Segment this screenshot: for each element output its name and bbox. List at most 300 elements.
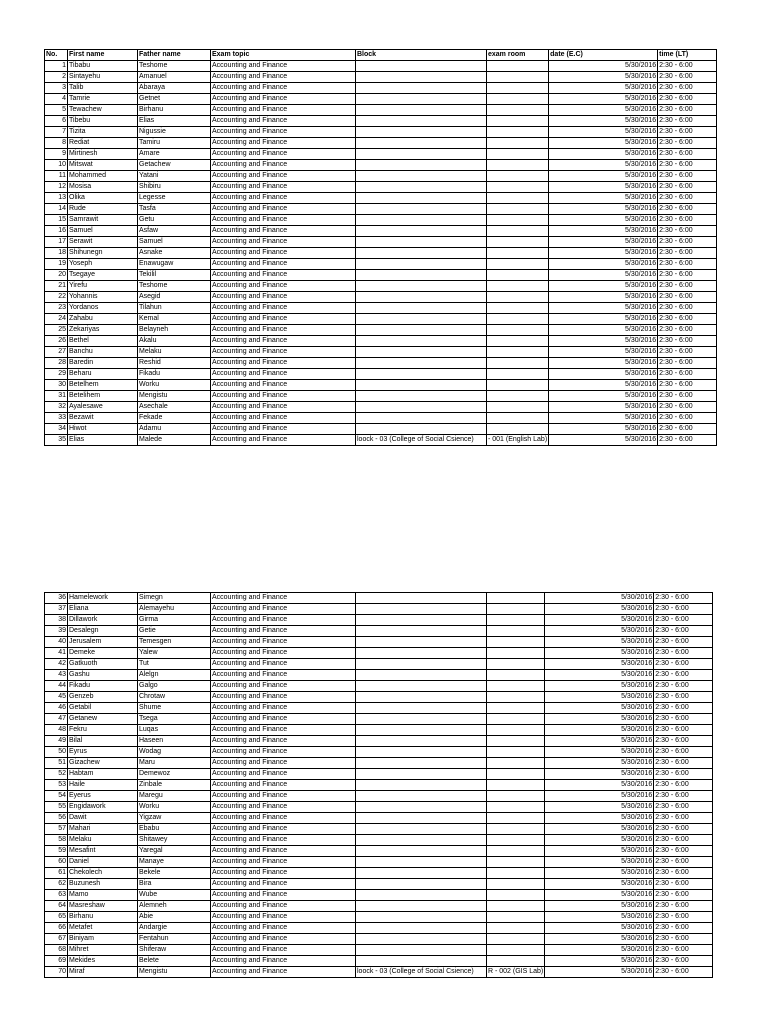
time-cell: 2:30 - 6:00 bbox=[658, 391, 717, 402]
father-name-cell: Melaku bbox=[138, 347, 211, 358]
time-cell: 2:30 - 6:00 bbox=[654, 802, 713, 813]
father-name-cell: Nigussie bbox=[138, 127, 211, 138]
row-number: 32 bbox=[45, 402, 68, 413]
row-number: 65 bbox=[45, 912, 68, 923]
block-cell bbox=[356, 336, 487, 347]
block-cell bbox=[356, 791, 487, 802]
block-cell bbox=[356, 692, 487, 703]
table-row bbox=[45, 424, 717, 435]
table-row bbox=[45, 281, 717, 292]
col-header-first-name: First name bbox=[68, 50, 138, 61]
exam-topic-cell: Accounting and Finance bbox=[211, 758, 356, 769]
father-name-cell: Fekade bbox=[138, 413, 211, 424]
father-name-cell: Getu bbox=[138, 215, 211, 226]
row-number: 60 bbox=[45, 857, 68, 868]
col-header-no: No. bbox=[45, 50, 68, 61]
father-name-cell: Galgo bbox=[138, 681, 211, 692]
exam-topic-cell: Accounting and Finance bbox=[211, 879, 356, 890]
row-number: 4 bbox=[45, 94, 68, 105]
time-cell: 2:30 - 6:00 bbox=[654, 637, 713, 648]
first-name-cell: Fikadu bbox=[68, 681, 138, 692]
date-cell: 5/30/2016 bbox=[549, 215, 658, 226]
father-name-cell: Simegn bbox=[138, 593, 211, 604]
row-number: 40 bbox=[45, 637, 68, 648]
table-row bbox=[45, 72, 717, 83]
date-cell: 5/30/2016 bbox=[549, 248, 658, 259]
exam-topic-cell: Accounting and Finance bbox=[211, 791, 356, 802]
exam-topic-cell: Accounting and Finance bbox=[211, 303, 356, 314]
exam-topic-cell: Accounting and Finance bbox=[211, 967, 356, 978]
first-name-cell: Yoseph bbox=[68, 259, 138, 270]
exam-topic-cell: Accounting and Finance bbox=[211, 593, 356, 604]
row-number: 2 bbox=[45, 72, 68, 83]
exam-topic-cell: Accounting and Finance bbox=[211, 413, 356, 424]
exam-topic-cell: Accounting and Finance bbox=[211, 802, 356, 813]
exam-topic-cell: Accounting and Finance bbox=[211, 259, 356, 270]
block-cell bbox=[356, 226, 487, 237]
block-cell bbox=[356, 127, 487, 138]
row-number: 24 bbox=[45, 314, 68, 325]
first-name-cell: Bethel bbox=[68, 336, 138, 347]
block-cell bbox=[356, 846, 487, 857]
first-name-cell: Elias bbox=[68, 435, 138, 446]
block-cell bbox=[356, 303, 487, 314]
exam-topic-cell: Accounting and Finance bbox=[211, 149, 356, 160]
date-cell: 5/30/2016 bbox=[545, 802, 654, 813]
table-row bbox=[45, 94, 717, 105]
exam-topic-cell: Accounting and Finance bbox=[211, 626, 356, 637]
date-cell: 5/30/2016 bbox=[545, 725, 654, 736]
father-name-cell: Shume bbox=[138, 703, 211, 714]
exam-room-cell bbox=[487, 648, 545, 659]
exam-room-cell bbox=[487, 945, 545, 956]
time-cell: 2:30 - 6:00 bbox=[654, 593, 713, 604]
exam-topic-cell: Accounting and Finance bbox=[211, 725, 356, 736]
time-cell: 2:30 - 6:00 bbox=[658, 270, 717, 281]
father-name-cell: Asnake bbox=[138, 248, 211, 259]
exam-room-cell bbox=[487, 402, 549, 413]
exam-room-cell bbox=[487, 692, 545, 703]
time-cell: 2:30 - 6:00 bbox=[658, 171, 717, 182]
block-cell bbox=[356, 714, 487, 725]
time-cell: 2:30 - 6:00 bbox=[654, 868, 713, 879]
row-number: 21 bbox=[45, 281, 68, 292]
exam-room-cell bbox=[487, 857, 545, 868]
exam-room-cell bbox=[487, 703, 545, 714]
block-cell bbox=[356, 215, 487, 226]
date-cell: 5/30/2016 bbox=[545, 912, 654, 923]
exam-room-cell bbox=[487, 160, 549, 171]
first-name-cell: Mamo bbox=[68, 890, 138, 901]
father-name-cell: Teshome bbox=[138, 281, 211, 292]
exam-room-cell bbox=[487, 802, 545, 813]
date-cell: 5/30/2016 bbox=[545, 846, 654, 857]
exam-room-cell bbox=[487, 868, 545, 879]
time-cell: 2:30 - 6:00 bbox=[658, 138, 717, 149]
exam-room-cell bbox=[487, 626, 545, 637]
first-name-cell: Jerusalem bbox=[68, 637, 138, 648]
row-number: 20 bbox=[45, 270, 68, 281]
table-row bbox=[45, 604, 713, 615]
first-name-cell: Biniyam bbox=[68, 934, 138, 945]
exam-topic-cell: Accounting and Finance bbox=[211, 391, 356, 402]
father-name-cell: Shiferaw bbox=[138, 945, 211, 956]
block-cell bbox=[356, 604, 487, 615]
row-number: 47 bbox=[45, 714, 68, 725]
time-cell: 2:30 - 6:00 bbox=[654, 835, 713, 846]
date-cell: 5/30/2016 bbox=[549, 281, 658, 292]
father-name-cell: Belete bbox=[138, 956, 211, 967]
exam-topic-cell: Accounting and Finance bbox=[211, 835, 356, 846]
date-cell: 5/30/2016 bbox=[549, 61, 658, 72]
time-cell: 2:30 - 6:00 bbox=[654, 934, 713, 945]
time-cell: 2:30 - 6:00 bbox=[658, 336, 717, 347]
block-cell: loock - 03 (College of Social Csience) bbox=[356, 435, 487, 446]
time-cell: 2:30 - 6:00 bbox=[658, 424, 717, 435]
father-name-cell: Worku bbox=[138, 380, 211, 391]
time-cell: 2:30 - 6:00 bbox=[658, 215, 717, 226]
block-cell bbox=[356, 934, 487, 945]
row-number: 10 bbox=[45, 160, 68, 171]
table-row bbox=[45, 703, 713, 714]
row-number: 49 bbox=[45, 736, 68, 747]
block-cell bbox=[356, 912, 487, 923]
table-row bbox=[45, 380, 717, 391]
exam-room-cell bbox=[487, 956, 545, 967]
exam-room-cell bbox=[487, 424, 549, 435]
first-name-cell: Eyerus bbox=[68, 791, 138, 802]
time-cell: 2:30 - 6:00 bbox=[658, 204, 717, 215]
time-cell: 2:30 - 6:00 bbox=[658, 259, 717, 270]
exam-room-cell bbox=[487, 83, 549, 94]
exam-room-cell bbox=[487, 681, 545, 692]
table-row bbox=[45, 336, 717, 347]
time-cell: 2:30 - 6:00 bbox=[654, 923, 713, 934]
table-row bbox=[45, 292, 717, 303]
row-number: 57 bbox=[45, 824, 68, 835]
exam-room-cell bbox=[487, 923, 545, 934]
exam-topic-cell: Accounting and Finance bbox=[211, 127, 356, 138]
exam-room-cell bbox=[487, 934, 545, 945]
first-name-cell: Hiwot bbox=[68, 424, 138, 435]
block-cell bbox=[356, 391, 487, 402]
block-cell bbox=[356, 193, 487, 204]
exam-room-cell bbox=[487, 725, 545, 736]
time-cell: 2:30 - 6:00 bbox=[658, 292, 717, 303]
table-row bbox=[45, 402, 717, 413]
block-cell bbox=[356, 824, 487, 835]
exam-room-cell bbox=[487, 659, 545, 670]
time-cell: 2:30 - 6:00 bbox=[654, 901, 713, 912]
date-cell: 5/30/2016 bbox=[545, 780, 654, 791]
date-cell: 5/30/2016 bbox=[545, 890, 654, 901]
exam-room-cell bbox=[487, 182, 549, 193]
exam-topic-cell: Accounting and Finance bbox=[211, 857, 356, 868]
time-cell: 2:30 - 6:00 bbox=[658, 281, 717, 292]
father-name-cell: Elias bbox=[138, 116, 211, 127]
exam-schedule-table-1 bbox=[44, 49, 717, 446]
block-cell bbox=[356, 72, 487, 83]
exam-topic-cell: Accounting and Finance bbox=[211, 714, 356, 725]
block-cell bbox=[356, 637, 487, 648]
table-row bbox=[45, 780, 713, 791]
exam-topic-cell: Accounting and Finance bbox=[211, 615, 356, 626]
block-cell bbox=[356, 380, 487, 391]
table-row bbox=[45, 248, 717, 259]
date-cell: 5/30/2016 bbox=[545, 681, 654, 692]
date-cell: 5/30/2016 bbox=[549, 182, 658, 193]
time-cell: 2:30 - 6:00 bbox=[654, 879, 713, 890]
date-cell: 5/30/2016 bbox=[549, 391, 658, 402]
exam-topic-cell: Accounting and Finance bbox=[211, 116, 356, 127]
row-number: 67 bbox=[45, 934, 68, 945]
table-row bbox=[45, 802, 713, 813]
first-name-cell: Shihunegn bbox=[68, 248, 138, 259]
date-cell: 5/30/2016 bbox=[545, 901, 654, 912]
table-row bbox=[45, 358, 717, 369]
father-name-cell: Fikadu bbox=[138, 369, 211, 380]
exam-room-cell bbox=[487, 259, 549, 270]
exam-topic-cell: Accounting and Finance bbox=[211, 160, 356, 171]
time-cell: 2:30 - 6:00 bbox=[654, 912, 713, 923]
row-number: 27 bbox=[45, 347, 68, 358]
father-name-cell: Alemneh bbox=[138, 901, 211, 912]
row-number: 3 bbox=[45, 83, 68, 94]
row-number: 45 bbox=[45, 692, 68, 703]
exam-topic-cell: Accounting and Finance bbox=[211, 923, 356, 934]
row-number: 30 bbox=[45, 380, 68, 391]
block-cell bbox=[356, 615, 487, 626]
time-cell: 2:30 - 6:00 bbox=[654, 648, 713, 659]
col-header-father-name: Father name bbox=[138, 50, 211, 61]
father-name-cell: Amanuel bbox=[138, 72, 211, 83]
exam-room-cell bbox=[487, 369, 549, 380]
first-name-cell: Masreshaw bbox=[68, 901, 138, 912]
table-row bbox=[45, 846, 713, 857]
table-row bbox=[45, 648, 713, 659]
first-name-cell: Olika bbox=[68, 193, 138, 204]
time-cell: 2:30 - 6:00 bbox=[658, 325, 717, 336]
time-cell: 2:30 - 6:00 bbox=[654, 758, 713, 769]
father-name-cell: Temesgen bbox=[138, 637, 211, 648]
first-name-cell: Mesafint bbox=[68, 846, 138, 857]
date-cell: 5/30/2016 bbox=[545, 923, 654, 934]
table-row bbox=[45, 626, 713, 637]
row-number: 8 bbox=[45, 138, 68, 149]
first-name-cell: Dillawork bbox=[68, 615, 138, 626]
exam-topic-cell: Accounting and Finance bbox=[211, 648, 356, 659]
exam-topic-cell: Accounting and Finance bbox=[211, 369, 356, 380]
first-name-cell: Demeke bbox=[68, 648, 138, 659]
exam-topic-cell: Accounting and Finance bbox=[211, 380, 356, 391]
exam-room-cell bbox=[487, 105, 549, 116]
first-name-cell: Dawit bbox=[68, 813, 138, 824]
father-name-cell: Ebabu bbox=[138, 824, 211, 835]
row-number: 63 bbox=[45, 890, 68, 901]
table-row bbox=[45, 923, 713, 934]
exam-room-cell bbox=[487, 670, 545, 681]
exam-room-cell bbox=[487, 912, 545, 923]
row-number: 29 bbox=[45, 369, 68, 380]
table-row bbox=[45, 160, 717, 171]
col-header-block: Block bbox=[356, 50, 487, 61]
exam-room-cell bbox=[487, 314, 549, 325]
table-row bbox=[45, 435, 717, 446]
exam-room-cell bbox=[487, 879, 545, 890]
first-name-cell: Samuel bbox=[68, 226, 138, 237]
exam-room-cell bbox=[487, 215, 549, 226]
father-name-cell: Tasfa bbox=[138, 204, 211, 215]
first-name-cell: Fekru bbox=[68, 725, 138, 736]
block-cell bbox=[356, 670, 487, 681]
date-cell: 5/30/2016 bbox=[549, 402, 658, 413]
row-number: 39 bbox=[45, 626, 68, 637]
exam-room-cell bbox=[487, 824, 545, 835]
father-name-cell: Abaraya bbox=[138, 83, 211, 94]
block-cell bbox=[356, 94, 487, 105]
exam-room-cell bbox=[487, 890, 545, 901]
block-cell bbox=[356, 835, 487, 846]
table-row bbox=[45, 714, 713, 725]
row-number: 44 bbox=[45, 681, 68, 692]
block-cell bbox=[356, 204, 487, 215]
father-name-cell: Wodag bbox=[138, 747, 211, 758]
exam-room-cell bbox=[487, 193, 549, 204]
exam-schedule-table-2 bbox=[44, 592, 713, 978]
exam-topic-cell: Accounting and Finance bbox=[211, 769, 356, 780]
father-name-cell: Shitawey bbox=[138, 835, 211, 846]
father-name-cell: Mengistu bbox=[138, 967, 211, 978]
date-cell: 5/30/2016 bbox=[549, 204, 658, 215]
row-number: 62 bbox=[45, 879, 68, 890]
first-name-cell: Mekides bbox=[68, 956, 138, 967]
table-row bbox=[45, 615, 713, 626]
row-number: 50 bbox=[45, 747, 68, 758]
block-cell bbox=[356, 659, 487, 670]
time-cell: 2:30 - 6:00 bbox=[654, 703, 713, 714]
father-name-cell: Asfaw bbox=[138, 226, 211, 237]
father-name-cell: Alemayehu bbox=[138, 604, 211, 615]
exam-topic-cell: Accounting and Finance bbox=[211, 670, 356, 681]
block-cell bbox=[356, 648, 487, 659]
date-cell: 5/30/2016 bbox=[545, 736, 654, 747]
table-row bbox=[45, 868, 713, 879]
block-cell bbox=[356, 160, 487, 171]
table-row bbox=[45, 813, 713, 824]
exam-topic-cell: Accounting and Finance bbox=[211, 325, 356, 336]
block-cell bbox=[356, 747, 487, 758]
row-number: 33 bbox=[45, 413, 68, 424]
block-cell bbox=[356, 105, 487, 116]
exam-room-cell: - 001 (English Lab) bbox=[487, 435, 549, 446]
exam-room-cell bbox=[487, 714, 545, 725]
time-cell: 2:30 - 6:00 bbox=[658, 83, 717, 94]
block-cell bbox=[356, 780, 487, 791]
table-row bbox=[45, 681, 713, 692]
date-cell: 5/30/2016 bbox=[545, 692, 654, 703]
father-name-cell: Bekele bbox=[138, 868, 211, 879]
time-cell: 2:30 - 6:00 bbox=[658, 303, 717, 314]
exam-topic-cell: Accounting and Finance bbox=[211, 912, 356, 923]
row-number: 56 bbox=[45, 813, 68, 824]
table-row bbox=[45, 369, 717, 380]
table-row bbox=[45, 303, 717, 314]
block-cell bbox=[356, 956, 487, 967]
date-cell: 5/30/2016 bbox=[549, 435, 658, 446]
date-cell: 5/30/2016 bbox=[549, 237, 658, 248]
block-cell bbox=[356, 292, 487, 303]
father-name-cell: Amare bbox=[138, 149, 211, 160]
first-name-cell: Metafet bbox=[68, 923, 138, 934]
date-cell: 5/30/2016 bbox=[545, 703, 654, 714]
time-cell: 2:30 - 6:00 bbox=[658, 193, 717, 204]
first-name-cell: Hamelework bbox=[68, 593, 138, 604]
row-number: 51 bbox=[45, 758, 68, 769]
first-name-cell: Baredin bbox=[68, 358, 138, 369]
block-cell bbox=[356, 347, 487, 358]
row-number: 1 bbox=[45, 61, 68, 72]
table-row bbox=[45, 725, 713, 736]
exam-room-cell bbox=[487, 758, 545, 769]
row-number: 6 bbox=[45, 116, 68, 127]
exam-topic-cell: Accounting and Finance bbox=[211, 270, 356, 281]
first-name-cell: Betelihem bbox=[68, 391, 138, 402]
time-cell: 2:30 - 6:00 bbox=[654, 890, 713, 901]
row-number: 7 bbox=[45, 127, 68, 138]
row-number: 38 bbox=[45, 615, 68, 626]
father-name-cell: Fentahun bbox=[138, 934, 211, 945]
first-name-cell: Eyrus bbox=[68, 747, 138, 758]
table-row bbox=[45, 593, 713, 604]
time-cell: 2:30 - 6:00 bbox=[658, 358, 717, 369]
time-cell: 2:30 - 6:00 bbox=[658, 380, 717, 391]
date-cell: 5/30/2016 bbox=[545, 615, 654, 626]
row-number: 69 bbox=[45, 956, 68, 967]
table-row bbox=[45, 747, 713, 758]
exam-topic-cell: Accounting and Finance bbox=[211, 435, 356, 446]
table-row bbox=[45, 692, 713, 703]
first-name-cell: Betelhem bbox=[68, 380, 138, 391]
exam-room-cell bbox=[487, 138, 549, 149]
table-row bbox=[45, 956, 713, 967]
row-number: 25 bbox=[45, 325, 68, 336]
block-cell bbox=[356, 237, 487, 248]
time-cell: 2:30 - 6:00 bbox=[658, 237, 717, 248]
row-number: 53 bbox=[45, 780, 68, 791]
exam-topic-cell: Accounting and Finance bbox=[211, 637, 356, 648]
block-cell bbox=[356, 325, 487, 336]
date-cell: 5/30/2016 bbox=[549, 171, 658, 182]
time-cell: 2:30 - 6:00 bbox=[654, 824, 713, 835]
table-row bbox=[45, 193, 717, 204]
block-cell bbox=[356, 758, 487, 769]
time-cell: 2:30 - 6:00 bbox=[654, 857, 713, 868]
father-name-cell: Yalew bbox=[138, 648, 211, 659]
date-cell: 5/30/2016 bbox=[549, 193, 658, 204]
father-name-cell: Samuel bbox=[138, 237, 211, 248]
first-name-cell: Beharu bbox=[68, 369, 138, 380]
table-row bbox=[45, 934, 713, 945]
exam-room-cell bbox=[487, 615, 545, 626]
block-cell bbox=[356, 270, 487, 281]
exam-room-cell bbox=[487, 270, 549, 281]
block-cell bbox=[356, 725, 487, 736]
first-name-cell: Miraf bbox=[68, 967, 138, 978]
exam-topic-cell: Accounting and Finance bbox=[211, 703, 356, 714]
exam-room-cell bbox=[487, 747, 545, 758]
first-name-cell: Buzunesh bbox=[68, 879, 138, 890]
date-cell: 5/30/2016 bbox=[545, 824, 654, 835]
